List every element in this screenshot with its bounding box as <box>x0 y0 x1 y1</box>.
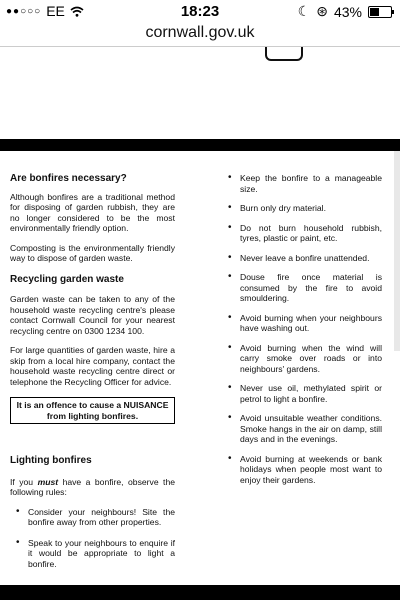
battery-fill <box>370 8 379 16</box>
list-item: • Douse fire once material is consumed by the fire to avoid smouldering. <box>222 272 382 304</box>
battery-icon <box>368 6 392 18</box>
para-rules: If you must have a bonfire, observe the following rules: <box>10 476 176 497</box>
right-column <box>222 151 382 485</box>
status-bar <box>0 0 400 22</box>
nuisance-notice: It is an offence to cause a NUISANCE from lighting bonfires. <box>10 397 175 424</box>
list-item: • Avoid burning at weekends or bank holidays when people most want to enjoy their gardens. <box>222 454 382 486</box>
page-header-area <box>0 47 400 139</box>
url-text: cornwall.gov.uk <box>145 24 255 41</box>
para-skip-hire: For large quantities of garden waste, hire a skip from a local hire company, contact the household waste recycling centre direct or telephone the Recycling Officer for advice. <box>10 345 175 387</box>
left-column <box>10 151 175 569</box>
list-item: • Avoid burning when your neighbours have washing out. <box>222 313 382 334</box>
signal-strength-icon: ●●○○○ <box>6 5 42 17</box>
para-traditional: Although bonfires are a traditional method for disposing of garden rubbish, they are no longer considered to be the most environmentally friendly option. <box>10 191 175 233</box>
page-bottom-band <box>0 585 400 600</box>
list-item: • Avoid burning when the wind will carry smoke over roads or into neighbours' gardens. <box>222 343 382 375</box>
para-composting: Composting is the environmentally friendly way to dispose of garden waste. <box>10 242 175 263</box>
list-item: • Never leave a bonfire unattended. <box>222 253 382 264</box>
heading-recycling: Recycling garden waste <box>10 273 124 285</box>
document-page <box>0 151 400 585</box>
logo-fragment <box>265 47 303 61</box>
carrier-label: EE <box>46 3 65 19</box>
rotation-lock-icon: ⊛ <box>316 3 328 19</box>
page-divider <box>0 139 400 151</box>
heading-necessary: Are bonfires necessary? <box>10 173 127 184</box>
address-bar[interactable] <box>0 22 400 47</box>
moon-icon: ☾ <box>297 3 311 19</box>
list-item: • Avoid unsuitable weather conditions. Smoke hangs in the air on damp, still days and in the evenings. <box>222 413 382 445</box>
status-time: 18:23 <box>180 3 220 20</box>
list-item: • Never use oil, methylated spirit or petrol to light a bonfire. <box>222 383 382 404</box>
list-item: • Speak to your neighbours to enquire if it would be appropriate to light a bonfire. <box>10 538 175 570</box>
list-item: • Burn only dry material. <box>222 203 382 214</box>
para-recycling-centre: Garden waste can be taken to any of the household waste recycling centre's please contact Cornwall Council for your nearest recycling centre on 0300 1234 100. <box>10 294 175 336</box>
right-rules-list <box>222 173 382 485</box>
left-rules-list <box>10 507 175 570</box>
list-item: • Keep the bonfire to a manageable size. <box>222 173 382 194</box>
battery-percent: 43% <box>333 3 362 20</box>
heading-lighting: Lighting bonfires <box>10 455 92 466</box>
list-item: • Consider your neighbours! Site the bonfire away from other properties. <box>10 507 175 528</box>
list-item: • Do not burn household rubbish, tyres, plastic or paint, etc. <box>222 223 382 244</box>
status-right <box>298 3 392 20</box>
page-shadow <box>394 151 400 351</box>
